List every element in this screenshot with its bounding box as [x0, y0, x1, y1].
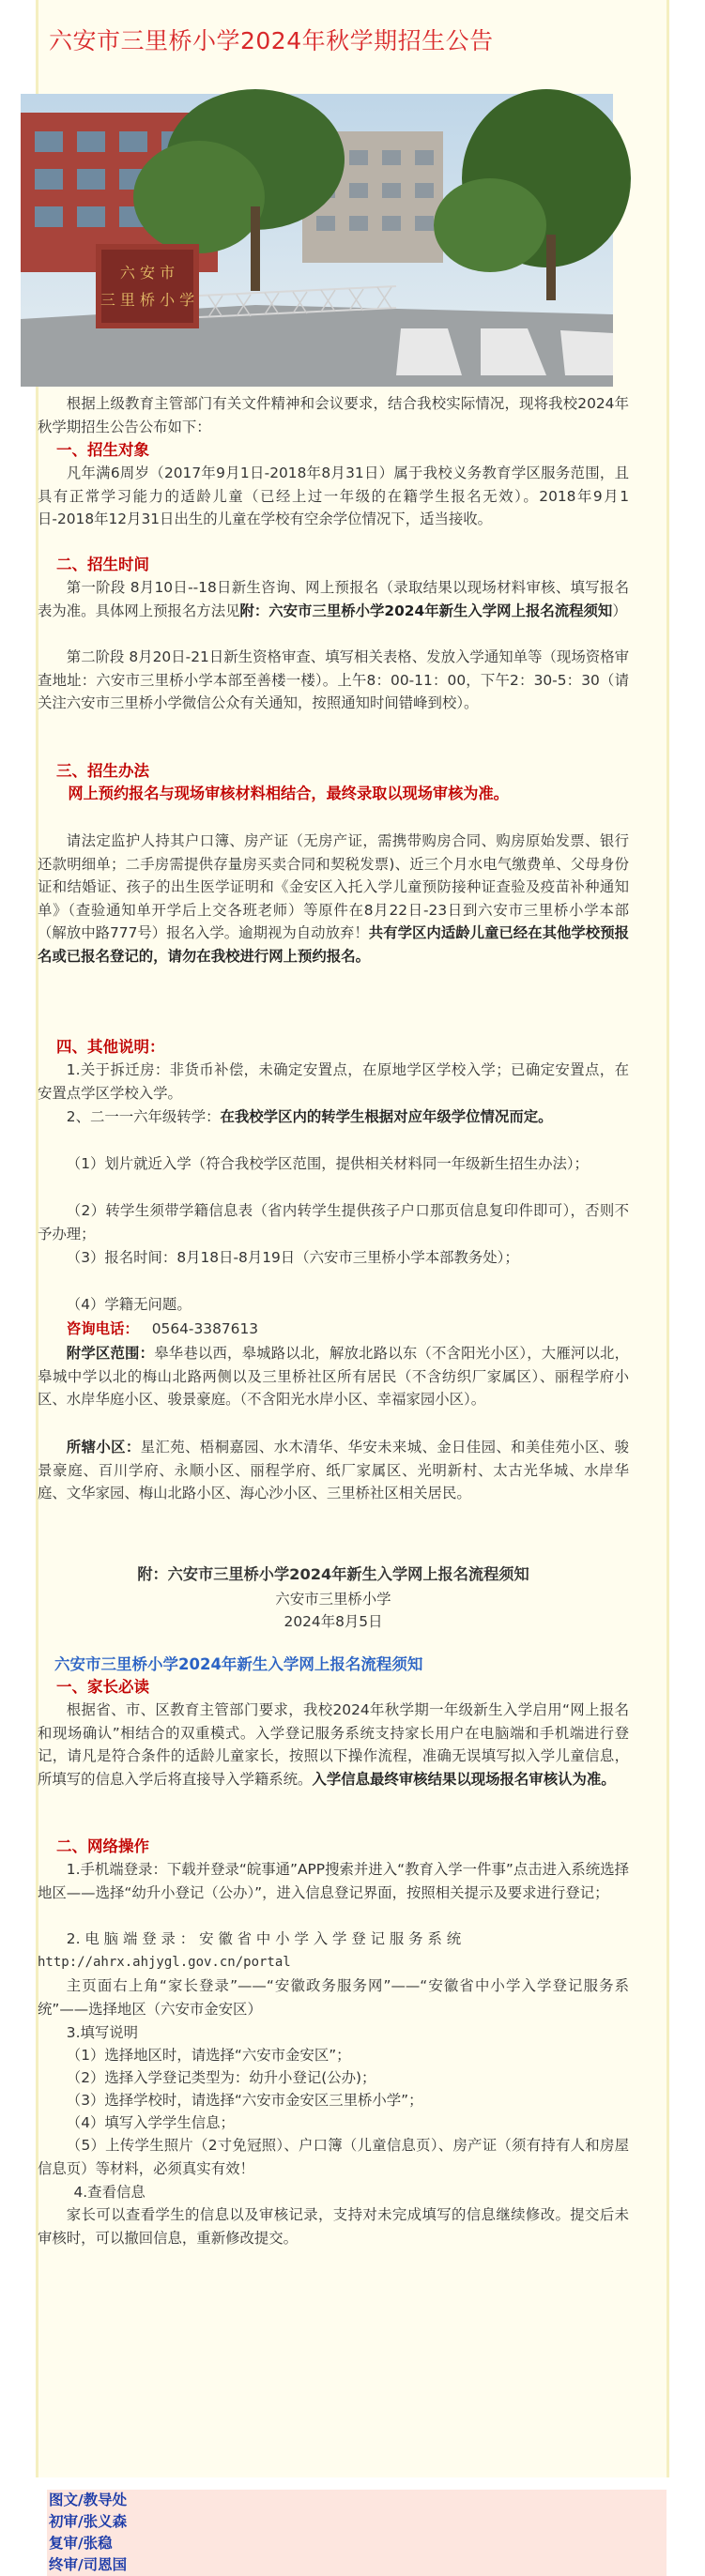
credit-author: 图文/教导处	[49, 2492, 128, 2508]
note-transfer-item-3: （3）报名时间：8月18日-8月19日（六安市三里桥小学本部教务处）；	[66, 1249, 519, 1266]
section-heading-enrollment-time: 二、招生时间	[56, 556, 149, 573]
school-district-text: 皋华巷以西，皋城路以北，解放北路以东（不含阳光小区），大雁河以北，皋城中学以北的梅山北路两侧以及三里桥社区所有居民（不含纺织厂家属区）、丽程学府小区、水岸华庭小区、骏景豪庭。（不含阳光水岸小区、幸福家园小区）。	[38, 1345, 629, 1408]
guide-fill-step-4: （4）填写入学学生信息；	[66, 2114, 235, 2131]
guide-fill-step-5: （5）上传学生照片（2寸免冠照）、户口簿（儿童信息页）、房产证（须有持有人和房屋信息页）等材料，必须真实有效！	[38, 2137, 629, 2177]
enrollment-target-paragraph: 凡年满6周岁（2017年9月1日-2018年8月31日）属于我校义务教育学区服务范围，且具有正常学习能力的适龄儿童（已经上过一年级的在籍学生报名无效）。2018年9月1日-2018年12月31日出生的儿童在学校有空余学位情况下，适当接收。	[38, 465, 629, 527]
guide-title: 六安市三里桥小学2024年新生入学网上报名流程须知	[54, 1655, 423, 1673]
communities-text: 星汇苑、梧桐嘉园、水木清华、华安未来城、金日佳园、和美佳苑小区、骏景豪庭、百川学府、永顺小区、丽程学府、纸厂家属区、光明新村、太古光华城、水岸华庭、文华家园、梅山北路小区、海心沙小区、三里桥社区相关居民。	[38, 1439, 629, 1501]
communities-label: 所辖小区：	[66, 1439, 141, 1456]
guide-fill-instructions-label: 3.填写说明	[66, 2024, 139, 2041]
school-gate-illustration	[21, 94, 613, 387]
note-transfer	[38, 1105, 629, 1129]
note-relocation: 1.关于拆迁房：非货币补偿，未确定安置点，在原地学区学校入学；已确定安置点，在安置点学区学校入学。	[38, 1061, 629, 1102]
contact-phone-number[interactable]: 0564-3387613	[151, 1320, 259, 1337]
phase-one-text: 第一阶段 8月10日--18日新生咨询、网上预报名（录取结果以现场材料审核、填写报名表为准。具体网上预报名方法见	[38, 579, 629, 619]
note-transfer-item-4: （4）学籍无问题。	[66, 1296, 192, 1313]
school-gate-photo	[21, 94, 613, 387]
credit-final-review: 终审/司恩国	[49, 2556, 128, 2573]
section-heading-enrollment-target: 一、招生对象	[56, 441, 149, 459]
note-transfer-item-1: （1）划片就近入学（符合我校学区范围，提供相关材料同一年级新生招生办法）；	[66, 1155, 589, 1172]
guide-fill-step-1: （1）选择地区时，请选择“六安市金安区”；	[66, 2047, 351, 2064]
phase-two-paragraph: 第二阶段 8月20日-21日新生资格审查、填写相关表格、发放入学通知单等（现场资格审查地址：六安市三里桥小学本部至善楼一楼）。上午8：00-11：00，下午2：30-5：30（请关注六安市三里桥小学微信公众有关通知，按照通知时间错峰到校）。	[38, 648, 629, 711]
guide-heading-online: 二、网络操作	[56, 1837, 149, 1855]
guide-parents-emphasis: 入学信息最终审核结果以现场报名审核认为准。	[312, 1770, 616, 1788]
guide-heading-parents: 一、家长必读	[56, 1678, 149, 1696]
credit-first-review: 初审/张义森	[49, 2513, 128, 2530]
article-title: 六安市三里桥小学2024年秋学期招生公告	[49, 27, 494, 54]
guide-reference: 附：六安市三里桥小学2024年新生入学网上报名流程须知	[239, 602, 613, 619]
contact-phone-line	[38, 1318, 629, 1341]
guide-pc-steps: 主页面右上角“家长登录”——“安徽政务服务网”——“安徽省中小学入学登记服务系统”——选择地区（六安市金安区）	[38, 1977, 629, 2018]
method-details-paragraph	[38, 830, 629, 968]
guide-parents-text: 根据省、市、区教育主管部门要求，我校2024年秋学期一年级新生入学启用“网上报名和现场确认”相结合的双重模式。入学登记服务系统支持家长用户在电脑端和手机端进行登记，请凡是符合条件的适龄儿童家长，按照以下操作流程，准确无误填写拟入学儿童信息，所填写的信息入学后将直接导入学籍系统。	[38, 1701, 629, 1788]
credits-block	[47, 2490, 667, 2576]
guide-parents-paragraph	[38, 1699, 629, 1791]
school-district-label: 附学区范围：	[66, 1345, 155, 1362]
note-transfer-label: 2、二一一六年级转学：	[66, 1108, 221, 1125]
appendix-organization: 六安市三里桥小学	[275, 1591, 391, 1608]
gate-sign-line2: 三 里 桥 小 学	[100, 291, 195, 309]
guide-fill-step-2: （2）选择入学登记类型为：幼升小登记(公办)；	[66, 2069, 376, 2086]
note-transfer-rule: 在我校学区内的转学生根据对应年级学位情况而定。	[220, 1108, 553, 1125]
registration-url[interactable]: http://ahrx.ahjygl.gov.cn/portal	[38, 1955, 291, 1970]
guide-pc-login: 2. 电 脑 端 登 录 ： 安 徽 省 中 小 学 入 学 登 记 服 务 系 统	[66, 1930, 462, 1947]
intro-paragraph: 根据上级教育主管部门有关文件精神和会议要求，结合我校实际情况，现将我校2024年秋学期招生公告公布如下：	[38, 395, 629, 435]
gate-sign-line1: 六 安 市	[119, 264, 176, 282]
method-summary: 网上预约报名与现场审核材料相结合，最终录取以现场审核为准。	[68, 785, 509, 802]
guide-view-info-paragraph: 家长可以查看学生的信息以及审核记录，支持对未完成填写的信息继续修改。提交后未审核时，可以撤回信息，重新修改提交。	[38, 2206, 629, 2247]
appendix-title: 附：六安市三里桥小学2024年新生入学网上报名流程须知	[137, 1565, 529, 1583]
guide-view-info-label: 4.查看信息	[73, 2184, 146, 2201]
phase-one-close: ）	[612, 602, 627, 619]
method-warning: 共有学区内适龄儿童已经在其他学校预报名或已报名登记的，请勿在我校进行网上预约报名。	[38, 924, 629, 965]
credit-second-review: 复审/张稳	[49, 2535, 113, 2552]
note-transfer-item-2: （2）转学生须带学籍信息表（省内转学生提供孩子户口那页信息复印件即可），否则不予办理；	[38, 1202, 629, 1242]
school-district-paragraph	[38, 1342, 629, 1411]
phase-one-paragraph	[38, 576, 629, 622]
guide-fill-step-3: （3）选择学校时，请选择“六安市金安区三里桥小学”；	[66, 2092, 423, 2109]
section-heading-other-notes: 四、其他说明：	[56, 1038, 165, 1056]
guide-mobile-login: 1.手机端登录：下载并登录“皖事通”APP搜索并进入“教育入学一件事”点击进入系统选择地区——选择“幼升小登记（公办）”，进入信息登记界面，按照相关提示及要求进行登记；	[38, 1861, 629, 1901]
contact-phone-label: 咨询电话：	[66, 1320, 139, 1337]
method-details-text: 请法定监护人持其户口簿、房产证（无房产证，需携带购房合同、购房原始发票、银行还款明细单；二手房需提供存量房买卖合同和契税发票)、近三个月水电气缴费单、父母身份证和结婚证、孩子的出生医学证明和《金安区入托入学儿童预防接种证查验及疫苗补种通知单》（查验通知单开学后上交各班老师）等原件在8月22日-23日到六安市三里桥小学本部（解放中路777号）报名入学。逾期视为自动放弃！	[38, 832, 629, 941]
communities-paragraph	[38, 1436, 629, 1505]
appendix-date: 2024年8月5日	[284, 1613, 383, 1630]
section-heading-enrollment-method: 三、招生办法	[56, 762, 149, 780]
